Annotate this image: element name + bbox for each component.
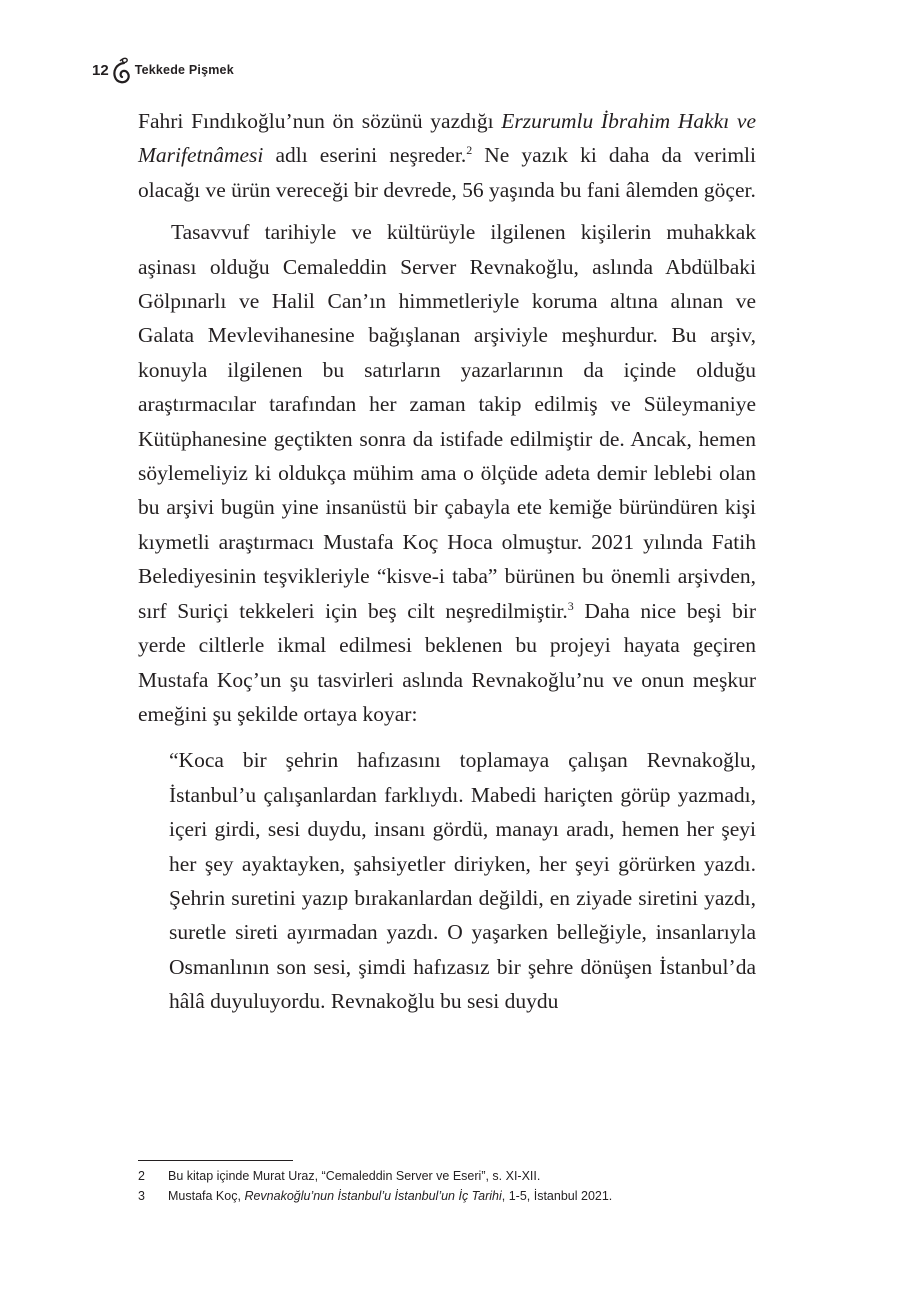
page-number: 12 — [92, 61, 109, 79]
footnote-number: 2 — [138, 1169, 145, 1183]
paragraph-text: Fahri Fındıkoğlu’nun ön sözünü yazdığı — [138, 109, 502, 133]
footnote-text — [168, 1186, 612, 1206]
footnote — [138, 1186, 778, 1206]
book-title: Erzurumlu İbrahim Hakkı ve Marifetnâmesi — [138, 109, 756, 168]
paragraph — [138, 104, 756, 207]
footnote-divider — [138, 1160, 293, 1161]
footnote-ref: 3 — [567, 598, 574, 613]
ornament-logo-icon — [111, 53, 133, 87]
footnote-text-part: , 1-5, İstanbul 2021. — [501, 1189, 613, 1203]
block-quote: “Koca bir şehrin hafızasını toplamaya çalışan Revnakoğlu, İstanbul’u çalışanlardan farklıydı. Mabedi hariçten görüp yazmadı, içeri girdi, sesi duydu, insanı gördü, manayı aradı, hemen her şeyi her şey ayaktayken, şahsiyetler diriyken, her şeyi görürken yazdı. Şehrin suretini yazıp bırakanlardan değildi, en ziyade siretini yazdı, suretle sireti ayırmadan yazdı. O yaşarken belleğiyle, insanlarıyla Osmanlının son sesi, şimdi hafızasız bir şehre dönüşen İstanbul’da hâlâ duyuluyordu. Revnakoğlu bu sesi duydu — [169, 748, 756, 1014]
body-text — [138, 104, 756, 1019]
footnote-text-part: Mustafa Koç, — [168, 1189, 245, 1203]
paragraph-text: Tasavvuf tarihiyle ve kültürüyle ilgilenen kişilerin muhakkak aşinası olduğu Cemaleddin Server Revnakoğlu, aslında Abdülbaki Gölpınarlı ve Halil Can’ın himmetleriyle koruma altına alınan ve Galata Mevlevihanesine bağışlanan arşiviyle meşhurdur. Bu arşiv, konuyla ilgilenen bu satırların yazarlarının da içinde olduğu araştırmacılar tarafından her zaman takip edilmiş ve Süleymaniye Kütüphanesine geçtikten sonra da istifade edilmiştir de. Ancak, hemen söylemeliyiz ki oldukça mühim ama o ölçüde adeta demir leblebi olan bu arşivi bugün yine insanüstü bir çabayla ete kemiğe büründüren kişi kıymetli araştırmacı Mustafa Koç Hoca olmuştur. 2021 yılında Fatih Belediyesinin teşvikleriyle “kisve-i taba” bürünen bu önemli arşivden, sırf Suriçi tekkeleri için beş cilt neşredilmiştir. — [138, 220, 756, 623]
footnote — [138, 1166, 778, 1186]
paragraph-text: Ne yazık ki daha da verimli olacağı ve ürün vereceği bir devrede, 56 yaşında bu fani âlemden göçer. — [138, 143, 756, 202]
page-header — [92, 52, 234, 88]
paragraph-text: Daha nice beşi bir yerde ciltlerle ikmal edilmesi beklenen bu projeyi hayata geçiren Mustafa Koç’un şu tasvirleri aslında Revnakoğlu’nu ve onun meşkur emeğini şu şekilde ortaya koyar: — [138, 598, 757, 726]
paragraph-text: adlı eserini neşreder. — [263, 143, 467, 168]
running-title: Tekkede Pişmek — [134, 63, 234, 77]
footnote-book-title: Revnakoğlu’nun İstanbul’u İstanbul’un İç Tarihi — [244, 1189, 502, 1203]
footnote-ref: 2 — [466, 143, 473, 158]
footnotes — [138, 1166, 778, 1206]
footnote-number: 3 — [138, 1189, 145, 1203]
footnote-text: Bu kitap içinde Murat Uraz, “Cemaleddin Server ve Eseri”, s. XI-XII. — [168, 1169, 541, 1183]
paragraph — [138, 215, 756, 731]
